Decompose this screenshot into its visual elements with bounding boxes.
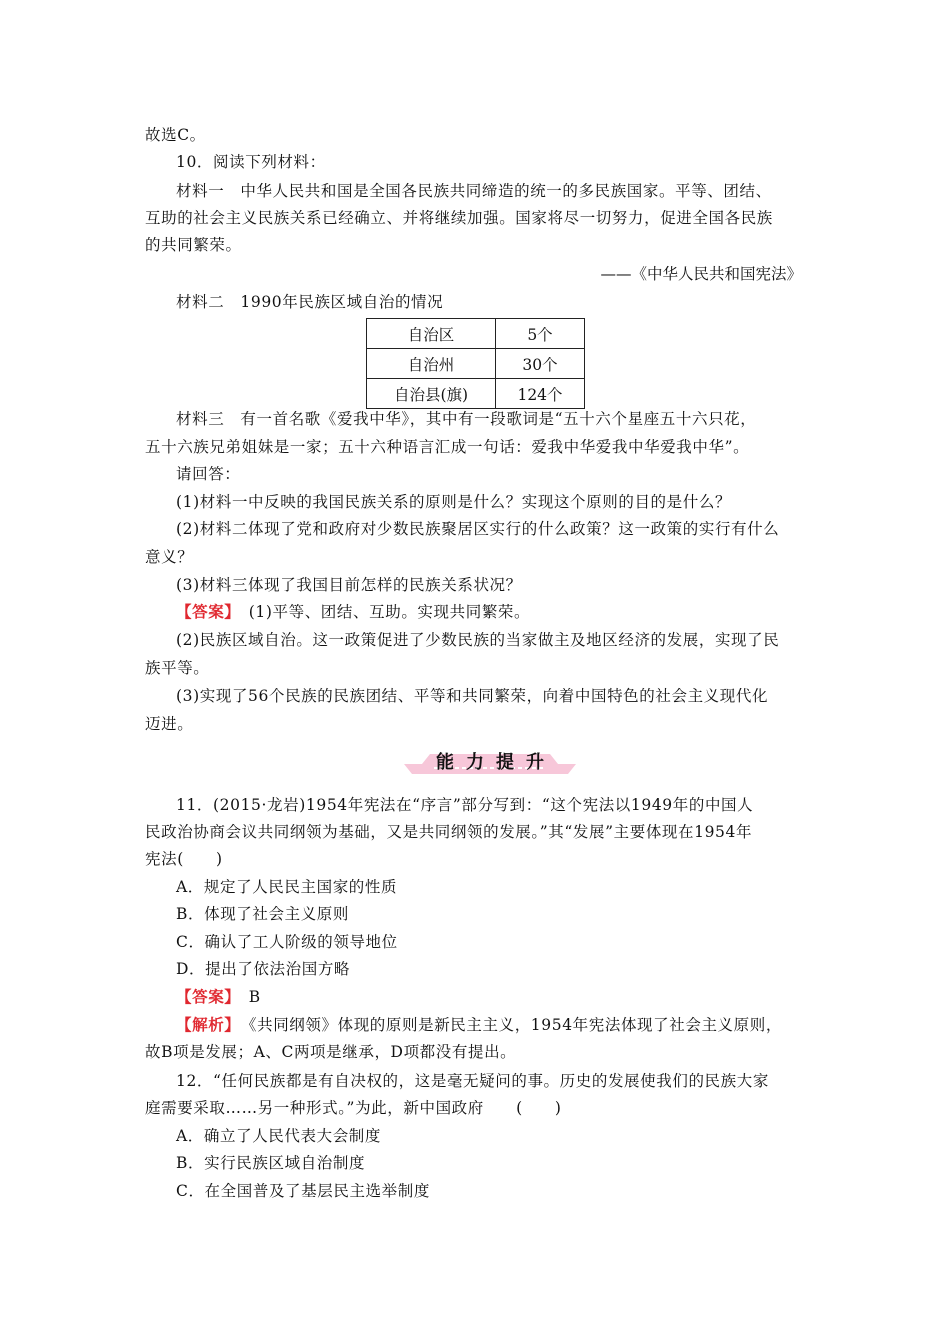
question-11-stem: 民政治协商会议共同纲领为基础，又是共同纲领的发展。”其“发展”主要体现在1954年	[145, 823, 753, 841]
material-1-line: 互助的社会主义民族关系已经确立、并将继续加强。国家将尽一切努力，促进全国各民族	[145, 209, 773, 227]
option-a: A．确立了人民代表大会制度	[176, 1127, 381, 1145]
analysis-tag: 【解析】	[176, 1015, 233, 1034]
table-cell: 124个	[496, 379, 585, 409]
question-11-stem: 11．(2015·龙岩)1954年宪法在“序言”部分写到：“这个宪法以1949年的中国人	[176, 796, 754, 814]
table-row	[367, 349, 585, 379]
answer-line: (2)民族区域自治。这一政策促进了少数民族的当家做主及地区经济的发展，实现了民	[176, 631, 780, 649]
option-d: D．提出了依法治国方略	[176, 960, 351, 978]
option-c: C．在全国普及了基层民主选举制度	[176, 1182, 430, 1200]
option-b: B．实行民族区域自治制度	[176, 1154, 366, 1172]
answer-tag: 【答案】	[176, 987, 233, 1006]
analysis-text: 《共同纲领》体现的原则是新民主主义，1954年宪法体现了社会主义原则，	[232, 1016, 782, 1034]
answer-tag: 【答案】	[176, 602, 233, 621]
answer-text: (1)平等、团结、互助。实现共同繁荣。	[232, 603, 531, 621]
material-3-line: 材料三 有一首名歌《爱我中华》，其中有一段歌词是“五十六个星座五十六只花，	[176, 410, 757, 428]
sub-question: (3)材料三体现了我国目前怎样的民族关系状况？	[176, 576, 522, 594]
option-b: B．体现了社会主义原则	[176, 905, 349, 923]
analysis-line	[176, 1015, 782, 1035]
question-12-stem: 12．“任何民族都是有自决权的，这是毫无疑问的事。历史的发展使我们的民族大家	[176, 1072, 769, 1090]
option-c: C．确认了工人阶级的领导地位	[176, 933, 398, 951]
material-3-line: 五十六族兄弟姐妹是一家；五十六种语言汇成一句话：爱我中华爱我中华爱我中华”。	[145, 438, 750, 456]
sub-question: 意义？	[145, 548, 194, 566]
table-cell: 自治县(旗)	[367, 379, 496, 409]
prompt-line: 请回答：	[176, 465, 241, 483]
answer-line: 迈进。	[145, 715, 194, 733]
material-1-line: 材料一 中华人民共和国是全国各民族共同缔造的统一的多民族国家。平等、团结、	[176, 182, 772, 200]
text-line: 故选C。	[145, 126, 206, 144]
table-cell: 5个	[496, 319, 585, 349]
answer-line: (3)实现了56个民族的民族团结、平等和共同繁荣，向着中国特色的社会主义现代化	[176, 687, 769, 705]
table-cell: 自治区	[367, 319, 496, 349]
material-1-line: 的共同繁荣。	[145, 236, 242, 254]
material-2-title: 材料二 1990年民族区域自治的情况	[176, 293, 444, 311]
answer-line: 族平等。	[145, 659, 210, 677]
sub-question: (2)材料二体现了党和政府对少数民族聚居区实行的什么政策？这一政策的实行有什么	[176, 520, 780, 538]
material-1-source: ——《中华人民共和国宪法》	[600, 265, 802, 283]
question-11-stem: 宪法( )	[145, 850, 223, 868]
question-10-stem: 10．阅读下列材料：	[176, 153, 326, 171]
answer-text: B	[232, 988, 261, 1006]
analysis-line: 故B项是发展；A、C两项是继承，D项都没有提出。	[145, 1043, 517, 1061]
table-row	[367, 319, 585, 349]
sub-question: (1)材料一中反映的我国民族关系的原则是什么？实现这个原则的目的是什么？	[176, 493, 732, 511]
table-row	[367, 379, 585, 409]
answer-line	[176, 987, 261, 1007]
question-12-stem: 庭需要采取……另一种形式。”为此，新中国政府 ( )	[145, 1099, 562, 1117]
section-title: 能力提升	[436, 752, 556, 773]
autonomy-table	[366, 318, 585, 409]
table-cell: 30个	[496, 349, 585, 379]
option-a: A．规定了人民民主国家的性质	[176, 878, 398, 896]
answer-line	[176, 602, 530, 622]
table-cell: 自治州	[367, 349, 496, 379]
